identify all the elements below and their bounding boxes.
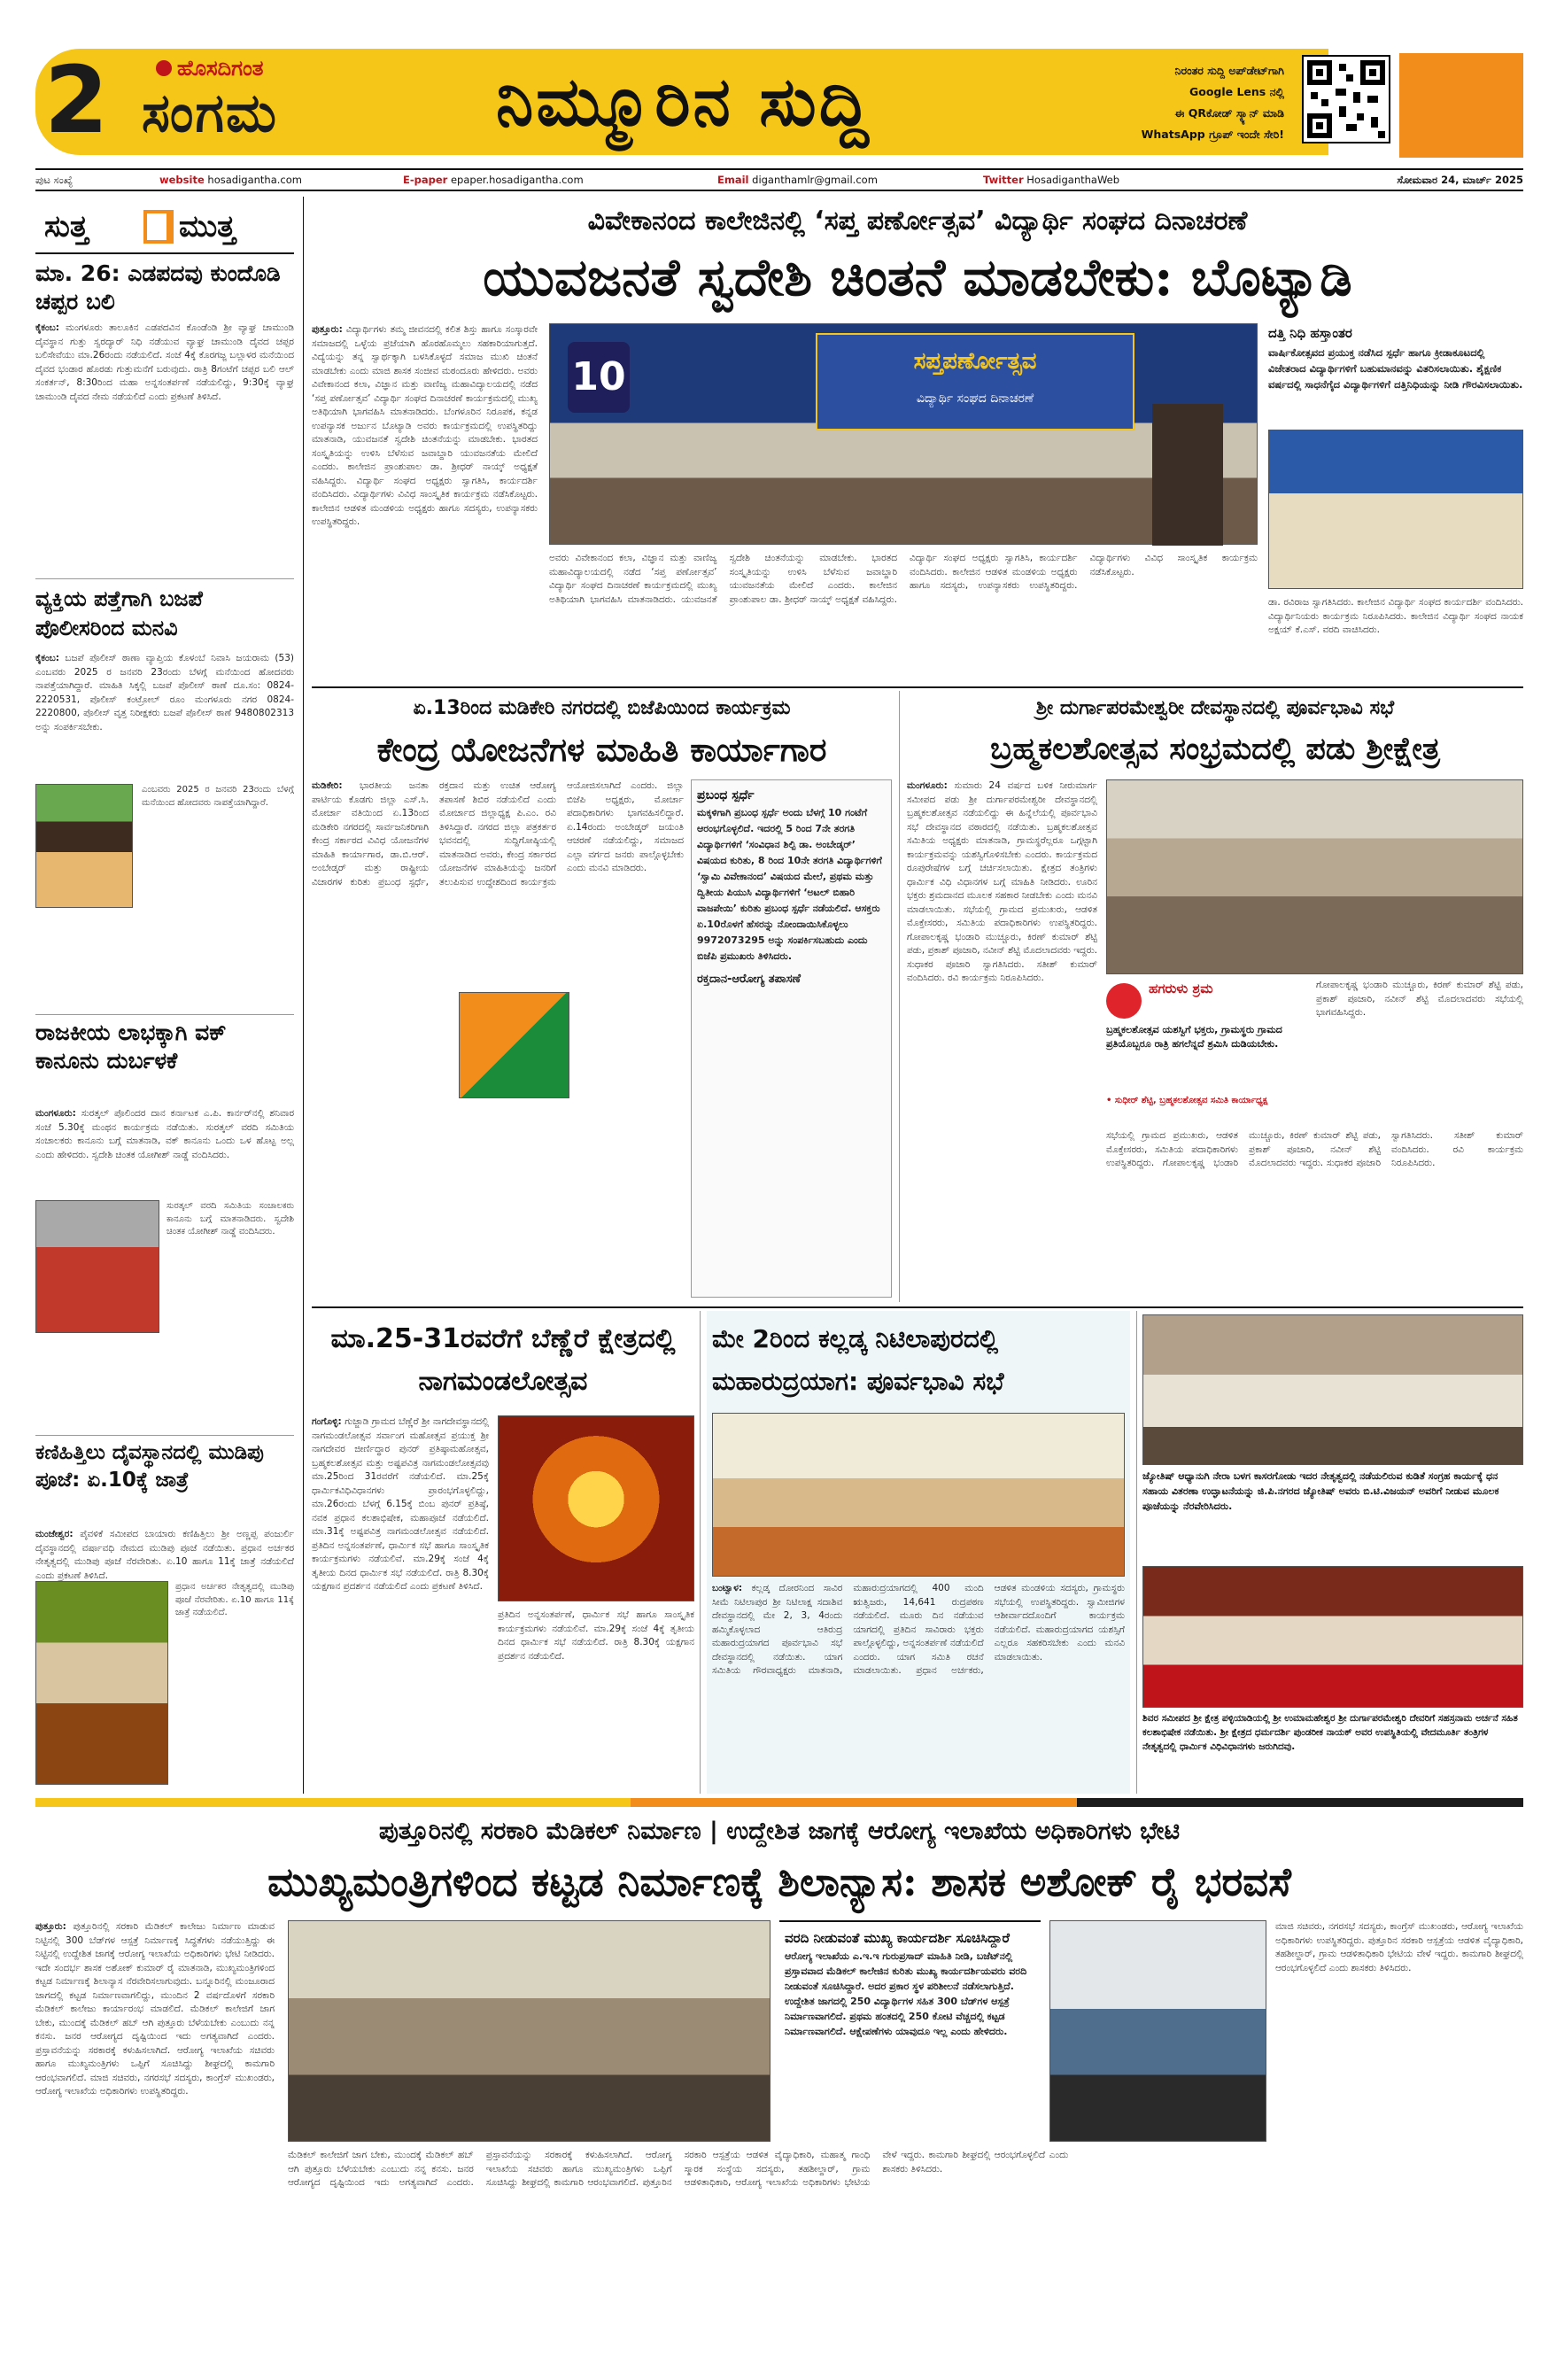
sidebar-divider	[35, 1014, 294, 1015]
sidebar-story-head: ಕಣಿಹಿತ್ತಿಲು ದೈವಸ್ಥಾನದಲ್ಲಿ ಮುಡಿಪು ಪೂಜೆ: ಏ.10ಕ್ಕೆ ಜಾತ್ರೆ	[35, 1441, 264, 1492]
dateline: ಮಂಜೇಶ್ವರ:	[35, 1529, 74, 1539]
ritual-photo	[35, 1581, 168, 1785]
sidebox-body: ವಾರ್ಷಿಕೋತ್ಸವದ ಪ್ರಯುಕ್ತ ನಡೆಸಿದ ಸ್ಪರ್ಧೆ ಹಾಗೂ ಕ್ರೀಡಾಕೂಟದಲ್ಲಿ ವಿಜೇತರಾದ ವಿದ್ಯಾರ್ಥಿಗಳಿಗೆ ಬಹುಮಾನವನ್ನು ವಿತರಿಸಲಾಯಿತು. ಶೈಕ್ಷಣಿಕ ವರ್ಷದಲ್ಲಿ ಸಾಧನೆಗೈದ ವಿದ್ಯಾರ್ಥಿಗಳಿಗೆ ದತ್ತಿನಿಧಿಯನ್ನು ನೀಡಿ ಗೌರವಿಸಲಾಯಿತು.	[1268, 346, 1523, 391]
photo-logo-badge: 10	[568, 342, 630, 413]
sidebar-story-4	[35, 1439, 294, 1794]
quote-icon	[1106, 983, 1142, 1019]
site-visit-photo-2	[1049, 1920, 1266, 2142]
column-divider	[303, 197, 304, 1794]
lead-body-cont: ಅವರು ವಿವೇಕಾನಂದ ಕಲಾ, ವಿಜ್ಞಾನ ಮತ್ತು ವಾಣಿಜ್ಯ ಮಹಾವಿದ್ಯಾಲಯದಲ್ಲಿ ನಡೆದ ‘ಸಪ್ತ ಪರ್ಣೋತ್ಸವ’ ವಿದ್ಯಾರ್ಥಿ ಸಂಘದ ದಿನಾಚರಣೆ ಕಾರ್ಯಕ್ರಮದಲ್ಲಿ ಮುಖ್ಯ ಅತಿಥಿಯಾಗಿ ಭಾಗವಹಿಸಿ ಮಾತನಾಡಿದರು. ಯುವಜನತೆ ಸ್ವದೇಶಿ ಚಿಂತನೆಯನ್ನು ಮಾಡಬೇಕು. ಭಾರತದ ಸಂಸ್ಕೃತಿಯನ್ನು ಉಳಿಸಿ ಬೆಳೆಸುವ ಜವಾಬ್ದಾರಿ ಯುವಜನತೆಯ ಮೇಲಿದೆ ಎಂದರು. ಕಾಲೇಜಿನ ಪ್ರಾಂಶುಪಾಲ ಡಾ. ಶ್ರೀಧರ್ ನಾಯ್ಕ್ ಅಧ್ಯಕ್ಷತೆ ವಹಿಸಿದ್ದರು. ವಿದ್ಯಾರ್ಥಿ ಸಂಘದ ಅಧ್ಯಕ್ಷರು ಸ್ವಾಗತಿಸಿ, ಕಾರ್ಯದರ್ಶಿ ವಂದಿಸಿದರು. ಕಾಲೇಜಿನ ಆಡಳಿತ ಮಂಡಳಿಯ ಅಧ್ಯಕ್ಷರು ಹಾಗೂ ಸದಸ್ಯರು, ಉಪನ್ಯಾಸಕರು ಉಪಸ್ಥಿತರಿದ್ದರು. ವಿದ್ಯಾರ್ಥಿಗಳು ವಿವಿಧ ಸಾಂಸ್ಕೃತಿಕ ಕಾರ್ಯಕ್ರಮ ನಡೆಸಿಕೊಟ್ಟರು.	[549, 553, 1258, 605]
story-kicker: ಪುತ್ತೂರಿನಲ್ಲಿ ಸರಕಾರಿ ಮೆಡಿಕಲ್ ನಿರ್ಮಾಣ | ಉದ್ದೇಶಿತ ಜಾಗಕ್ಕೆ ಆರೋಗ್ಯ ಇಲಾಖೆಯ ಅಧಿಕಾರಿಗಳು ಭೇಟಿ	[378, 1818, 1181, 1845]
email-link[interactable]: diganthamlr@gmail.com	[752, 174, 878, 186]
story-padu	[907, 691, 1523, 1302]
photo-podium	[1152, 404, 1223, 546]
sidebar-title	[35, 206, 294, 249]
masthead-orange-block	[1399, 53, 1523, 158]
sidebar-divider	[35, 1435, 294, 1436]
story-body	[312, 1415, 489, 1787]
brand-logo-dot	[156, 60, 172, 76]
meeting-photo	[712, 1413, 1125, 1577]
dateline: ಪುತ್ತೂರು:	[312, 324, 343, 335]
photo-stack	[1142, 1311, 1523, 1794]
sidebox-head: ದತ್ತಿ ನಿಧಿ ಹಸ್ತಾಂತರ	[1268, 325, 1352, 341]
story-text: ಭಾರತೀಯ ಜನತಾ ಪಾರ್ಟಿಯ ಕೊಡಗು ಜಿಲ್ಲಾ ಎಸ್.ಸಿ. ಮೋರ್ಚಾ ವತಿಯಿಂದ ಏ.13ರಿಂದ ಮಡಿಕೇರಿ ನಗರದಲ್ಲಿ ಸಾರ್ವಜನಿಕರಿಗಾಗಿ ಕೇಂದ್ರ ಸರ್ಕಾರದ ವಿವಿಧ ಯೋಜನೆಗಳ ಮಾಹಿತಿ ಕಾರ್ಯಾಗಾರ, ಡಾ.ಬಿ.ಆರ್. ಅಂಬೇಡ್ಕರ್ ಮತ್ತು ರಾಷ್ಟ್ರೀಯ ವಿಚಾರಗಳ ಕುರಿತು ಪ್ರಬಂಧ ಸ್ಪರ್ಧೆ, ರಕ್ತದಾನ ಮತ್ತು ಉಚಿತ ಆರೋಗ್ಯ ತಪಾಸಣೆ ಶಿಬಿರ ನಡೆಯಲಿದೆ ಎಂದು ಮೋರ್ಚಾದ ಜಿಲ್ಲಾಧ್ಯಕ್ಷ ಪಿ.ಎಂ. ರವಿ ತಿಳಿಸಿದ್ದಾರೆ. ನಗರದ ಜಿಲ್ಲಾ ಪತ್ರಕರ್ತರ ಭವನದಲ್ಲಿ ಸುದ್ದಿಗೋಷ್ಠಿಯಲ್ಲಿ ಮಾತನಾಡಿದ ಅವರು, ಕೇಂದ್ರ ಸರ್ಕಾರದ ಯೋಜನೆಗಳ ಮಾಹಿತಿಯನ್ನು ಜನರಿಗೆ ತಲುಪಿಸುವ ಉದ್ದೇಶದಿಂದ ಕಾರ್ಯಕ್ರಮ ಆಯೋಜಿಸಲಾಗಿದೆ ಎಂದರು. ಜಿಲ್ಲಾ ಬಿಜೆಪಿ ಅಧ್ಯಕ್ಷರು, ಮೋರ್ಚಾ ಪದಾಧಿಕಾರಿಗಳು ಭಾಗವಹಿಸಲಿದ್ದಾರೆ. ಏ.14ರಂದು ಅಂಬೇಡ್ಕರ್ ಜಯಂತಿ ಆಚರಣೆ ನಡೆಯಲಿದ್ದು, ಸಮಾಜದ ಎಲ್ಲಾ ವರ್ಗದ ಜನರು ಪಾಲ್ಗೊಳ್ಳಬೇಕು ಎಂದು ಮನವಿ ಮಾಡಿದರು.	[312, 780, 684, 888]
story-kendra	[312, 691, 892, 1302]
banner-sub: ವಿದ್ಯಾರ್ಥಿ ಸಂಘದ ದಿನಾಚರಣೆ	[916, 391, 1034, 406]
speaker-photo	[35, 1200, 159, 1333]
report-box	[779, 1920, 1041, 2142]
story-headline: ಮಾ.25-31ರವರೆಗೆ ಬೆಣ್ಣೆರೆ ಕ್ಷೇತ್ರದಲ್ಲಿ ನಾಗಮಂಡಲೋತ್ಸವ	[330, 1323, 676, 1397]
missing-person-photo	[35, 784, 133, 908]
story-text: ಪುತ್ತೂರಿನಲ್ಲಿ ಸರಕಾರಿ ಮೆಡಿಕಲ್ ಕಾಲೇಜು ನಿರ್ಮಾಣ ಮಾಡುವ ನಿಟ್ಟಿನಲ್ಲಿ 300 ಬೆಡ್‌ಗಳ ಆಸ್ಪತ್ರೆ ನಿರ್ಮಾಣಕ್ಕೆ ಸಿದ್ಧತೆಗಳು ನಡೆಯುತ್ತಿದ್ದು ಈ ನಿಟ್ಟಿನಲ್ಲಿ ಉದ್ದೇಶಿತ ಜಾಗಕ್ಕೆ ಆರೋಗ್ಯ ಇಲಾಖೆಯ ಅಧಿಕಾರಿಗಳು ಭೇಟಿ ನೀಡಿದರು. ಇದೇ ಸಂದರ್ಭ ಶಾಸಕ ಅಶೋಕ್ ಕುಮಾರ್ ರೈ ಮಾತನಾಡಿ, ಮುಖ್ಯಮಂತ್ರಿಗಳಿಂದ ಕಟ್ಟಡ ನಿರ್ಮಾಣಕ್ಕೆ ಶಿಲಾನ್ಯಾಸ ನೆರವೇರಿಸಲಾಗುವುದು. ಬನ್ನೂರಿನಲ್ಲಿ ಮಂಜೂರಾದ ಜಾಗದಲ್ಲಿ ಕಟ್ಟಡ ನಿರ್ಮಾಣವಾಗಲಿದ್ದು, ಮುಂದಿನ 2 ವರ್ಷದೊಳಗೆ ಸರಕಾರಿ ಮೆಡಿಕಲ್ ಕಾಲೇಜು ಕಾರ್ಯಾರಂಭ ಮಾಡಲಿದೆ. ಮೆಡಿಕಲ್ ಕಾಲೇಜಿಗೆ ಜಾಗ ಬೇಕು, ಮುಂದಕ್ಕೆ ಮೆಡಿಕಲ್ ಹಬ್ ಆಗಿ ಪುತ್ತೂರು ಬೆಳೆಯಬೇಕು ಎಂಬುದು ನನ್ನ ಕನಸು. ಜನರ ಆರೋಗ್ಯದ ದೃಷ್ಟಿಯಿಂದ ಇದು ಅಗತ್ಯವಾಗಿದೆ ಎಂದರು. ಪ್ರಸ್ತಾವನೆಯನ್ನು ಸರಕಾರಕ್ಕೆ ಕಳುಹಿಸಲಾಗಿದೆ. ಆರೋಗ್ಯ ಇಲಾಖೆಯ ಸಚಿವರು ಹಾಗೂ ಮುಖ್ಯಮಂತ್ರಿಗಳು ಒಪ್ಪಿಗೆ ಸೂಚಿಸಿದ್ದು ಶೀಘ್ರದಲ್ಲಿ ಕಾಮಗಾರಿ ಆರಂಭವಾಗಲಿದೆ. ಮಾಜಿ ಸಚಿವರು, ನಗರಸಭೆ ಸದಸ್ಯರು, ಕಾಂಗ್ರೆಸ್ ಮುಖಂಡರು, ಆರೋಗ್ಯ ಇಲಾಖೆಯ ಅಧಿಕಾರಿಗಳು ಉಪಸ್ಥಿತರಿದ್ದರು.	[35, 1921, 275, 2097]
twitter-link[interactable]: HosadiganthaWeb	[1026, 174, 1120, 186]
page-number: 2	[44, 46, 109, 154]
sidebar-story-head: ವ್ಯಕ್ತಿಯ ಪತ್ತೆಗಾಗಿ ಬಜಪೆ ಪೊಲೀಸರಿಂದ ಮನವಿ	[35, 586, 203, 640]
essay-box	[691, 779, 892, 1298]
dateline: ಪುತ್ತೂರು:	[35, 1921, 66, 1932]
qr-text-line: ನಿರಂತರ ಸುದ್ದಿ ಅಪ್‌ಡೇಟ್‌ಗಾಗಿ	[1174, 64, 1284, 77]
story-text: ಗುಜ್ಜಾಡಿ ಗ್ರಾಮದ ಬೆಣ್ಣೆರೆ ಶ್ರೀ ನಾಗದೇವಸ್ಥಾನದಲ್ಲಿ ನಾಗಮಂಡಲೋತ್ಸವ ಸರ್ವಾಂಗ ಮಹೋತ್ಸವ ಪ್ರಯುಕ್ತ ಶ್ರೀ ನಾಗದೇವರ ಜೀರ್ಣಿದ್ಧಾರ ಪುನರ್ ಪ್ರತಿಷ್ಠಾಮಹೋತ್ಸವ, ಬ್ರಹ್ಮಕಲಶೋತ್ಸವ ಮತ್ತು ಅಷ್ಟಪವಿತ್ರ ನಾಗಮಂಡಲೋತ್ಸವವು ಮಾ.25ರಿಂದ 31ರವರೆಗೆ ನಡೆಯಲಿದೆ. ಮಾ.25ಕ್ಕೆ ಧಾರ್ಮಿಕವಿಧಿವಿಧಾನಗಳು ಪ್ರಾರಂಭಗೊಳ್ಳಲಿದ್ದು, ಮಾ.26ರಂದು ಬೆಳಗ್ಗೆ 6.15ಕ್ಕೆ ಬಿಂಬ ಪುನರ್ ಪ್ರತಿಷ್ಠೆ, ನವಕ ಪ್ರಧಾನ ಕಲಶಾಭಿಷೇಕ, ಮಹಾಪೂಜೆ ನಡೆಯಲಿದೆ. ಮಾ.31ಕ್ಕೆ ಅಷ್ಟಪವಿತ್ರ ನಾಗಮಂಡಲೋತ್ಸವ ನಡೆಯಲಿದೆ. ಪ್ರತಿದಿನ ಅನ್ನಸಂತರ್ಪಣೆ, ಧಾರ್ಮಿಕ ಸಭೆ ಹಾಗೂ ಸಾಂಸ್ಕೃತಿಕ ಕಾರ್ಯಕ್ರಮಗಳು ನಡೆಯಲಿವೆ. ಮಾ.29ಕ್ಕೆ ಸಂಜೆ 4ಕ್ಕೆ ತೃತೀಯ ದಿನದ ಧಾರ್ಮಿಕ ಸಭೆ ನಡೆಯಲಿದೆ. ರಾತ್ರಿ 8.30ಕ್ಕೆ ಯಕ್ಷಗಾನ ಪ್ರದರ್ಶನ ನಡೆಯಲಿದೆ ಎಂದು ಪ್ರಕಟಣೆ ತಿಳಿಸಿದೆ.	[312, 1416, 490, 1592]
info-pages: ಪುಟ ಸಂಖ್ಯೆ	[35, 174, 74, 186]
box-body: ಆರೋಗ್ಯ ಇಲಾಖೆಯ ಎ.ಇ.ಇ ಗುರುಪ್ರಸಾದ್ ಮಾಹಿತಿ ನೀಡಿ, ಬಜೆಟ್‌ನಲ್ಲಿ ಪ್ರಸ್ತಾವವಾದ ಮೆಡಿಕಲ್ ಕಾಲೇಜಿನ ಕುರಿತು ಮುಖ್ಯ ಕಾರ್ಯದರ್ಶಿಯವರು ವರದಿ ನೀಡುವಂತೆ ಸೂಚಿಸಿದ್ದಾರೆ. ಅದರ ಪ್ರಕಾರ ಸ್ಥಳ ಪರಿಶೀಲನೆ ನಡೆಸಲಾಗುತ್ತಿದೆ. ಉದ್ದೇಶಿತ ಜಾಗದಲ್ಲಿ 250 ವಿದ್ಯಾರ್ಥಿಗಳ ಸಹಿತ 300 ಬೆಡ್‌ಗಳ ಆಸ್ಪತ್ರೆ ನಿರ್ಮಾಣವಾಗಲಿದೆ. ಪ್ರಥಮ ಹಂತದಲ್ಲಿ 250 ಕೋಟಿ ವೆಚ್ಚದಲ್ಲಿ ಕಟ್ಟಡ ನಿರ್ಮಾಣವಾಗಲಿದೆ. ಆಕ್ಷೇಪಣೆಗಳು ಯಾವುದೂ ಇಲ್ಲ ಎಂದು ಹೇಳಿದರು.	[785, 1950, 1027, 2037]
sidebar-story-body	[35, 652, 294, 776]
box-subhead: ರಕ್ತದಾನ-ಆರೋಗ್ಯ ತಪಾಸಣೆ	[697, 973, 801, 986]
banner-title: ಸಪ್ತಪರ್ಣೋತ್ಸವ	[913, 348, 1037, 375]
sidebar-divider	[35, 578, 294, 579]
website-link[interactable]: hosadigantha.com	[207, 174, 302, 186]
story-body	[35, 1920, 275, 2372]
bjp-flag-photo	[459, 992, 569, 1098]
caption-shiva: ಶಿವರ ಸಮೀಪದ ಶ್ರೀ ಕ್ಷೇತ್ರ ಪಳ್ಳಿಯಾಡಿಯಲ್ಲಿ ಶ್ರೀ ಉಮಾಮಹೇಶ್ವರ ಶ್ರೀ ದುರ್ಗಾಪರಮೇಶ್ವರಿ ದೇವರಿಗೆ ಸಹಸ್ರನಾಮ ಅರ್ಚನೆ ಸಹಿತ ಕಲಶಾಭಿಷೇಕ ನಡೆಯಿತು. ಶ್ರೀ ಕ್ಷೇತ್ರದ ಧರ್ಮದರ್ಶಿ ಪುಂಡರೀಕ ನಾಯಕ್ ಅವರ ಉಪಸ್ಥಿತಿಯಲ್ಲಿ ವೇದಮೂರ್ತಿ ತಂತ್ರಿಗಳ ನೇತೃತ್ವದಲ್ಲಿ ಧಾರ್ಮಿಕ ವಿಧಿವಿಧಾನಗಳು ಜರುಗಿದವು.	[1142, 1713, 1518, 1752]
info-twitter	[983, 170, 1249, 190]
quote-body: ಬ್ರಹ್ಮಕಲಶೋತ್ಸವ ಯಶಸ್ವಿಗೆ ಭಕ್ತರು, ಗ್ರಾಮಸ್ಥರು ಗ್ರಾಮದ ಪ್ರತಿಯೊಬ್ಬರೂ ರಾತ್ರಿ ಹಗಲೆನ್ನದೆ ಶ್ರಮಿಸಿ ದುಡಿಯಬೇಕು.	[1106, 1024, 1282, 1050]
story-body-cont: ಸಭೆಯಲ್ಲಿ ಗ್ರಾಮದ ಪ್ರಮುಖರು, ಆಡಳಿತ ಮೊಕ್ತೇಸರರು, ಸಮಿತಿಯ ಪದಾಧಿಕಾರಿಗಳು ಉಪಸ್ಥಿತರಿದ್ದರು. ಗೋಪಾಲಕೃಷ್ಣ ಭಂಡಾರಿ ಮುಚ್ಚೂರು, ಕಿರಣ್ ಕುಮಾರ್ ಶೆಟ್ಟಿ ಪಡು, ಪ್ರಕಾಶ್ ಪೂಜಾರಿ, ನವೀನ್ ಶೆಟ್ಟಿ ಮೊದಲಾದವರು ಇದ್ದರು. ಸುಧಾಕರ ಪೂಜಾರಿ ಸ್ವಾಗತಿಸಿದರು. ಸತೀಶ್ ಕುಮಾರ್ ವಂದಿಸಿದರು. ರವಿ ಕಾರ್ಯಕ್ರಮ ನಿರೂಪಿಸಿದರು.	[1106, 1130, 1523, 1168]
lead-headline: ಯುವಜನತೆ ಸ್ವದೇಶಿ ಚಿಂತನೆ ಮಾಡಬೇಕು: ಬೊಟ್ಯಾಡಿ	[483, 247, 1352, 307]
dateline: ಕೈಕಂಬ:	[35, 322, 59, 333]
lead-sidebox	[1268, 323, 1523, 678]
temple-ritual-photo	[1142, 1566, 1523, 1708]
qr-text-line: WhatsApp ಗ್ರೂಪ್ ಇಂದೇ ಸೇರಿ!	[1141, 128, 1284, 141]
dateline: ಗಂಗೊಳ್ಳಿ:	[312, 1416, 342, 1427]
sidebar-title-right: ಮುತ್ತ	[179, 209, 236, 244]
dateline: ಮಡಿಕೇರಿ:	[312, 780, 343, 791]
column-divider	[700, 1311, 701, 1794]
story-text: ಸುರತ್ಕಲ್ ಪೊಲಿಂದರ ದಾನ ಕರ್ನಾಟಕ ಎ.ಪಿ. ಕಾರ್ನರ್‌ನಲ್ಲಿ ಶನಿವಾರ ಸಂಜೆ 5.30ಕ್ಕೆ ಮಂಥನ ಕಾರ್ಯಕ್ರಮ ನಡೆಯಿತು. ಸುರತ್ಕಲ್ ವರದಿ ಸಮಿತಿಯ ಸಂಚಾಲಕರು ಕಾನೂನು ಬಗ್ಗೆ ಮಾತನಾಡಿ, ವಕ್ ಕಾನೂನು ಒಂದು ಒಳ ಹೊಟ್ಟ ಅಲ್ಲ ಎಂದು ಹೇಳಿದರು. ಸ್ವದೇಶಿ ಚಿಂತಕ ಯೋಗೀಶ್ ನಾಡ್ಡೆ ವಂದಿಸಿದರು.	[35, 1108, 294, 1160]
brand-small: ಹೊಸದಿಗಂತ	[177, 56, 264, 81]
story-maharudra	[707, 1311, 1130, 1794]
site-visit-photo-1	[288, 1920, 770, 2142]
story-kicker: ಏ.13ರಿಂದ ಮಡಿಕೇರಿ ನಗರದಲ್ಲಿ ಬಿಜೆಪಿಯಿಂದ ಕಾರ್ಯಕ್ರಮ	[413, 697, 791, 719]
dateline: ಮಂಗಳೂರು:	[35, 1108, 76, 1119]
sidebar-story-body-cont: ಪ್ರಧಾನ ಅರ್ಚಕರ ನೇತೃತ್ವದಲ್ಲಿ ಮುಡಿಪು ಪೂಜೆ ನೆರವೇರಿತು. ಏ.10 ಹಾಗೂ 11ಕ್ಕೆ ಜಾತ್ರೆ ನಡೆಯಲಿದೆ.	[175, 1582, 294, 1617]
qr-promo-text	[1045, 60, 1284, 149]
story-text: ವಿದ್ಯಾರ್ಥಿಗಳು ತಮ್ಮ ಜೀವನದಲ್ಲಿ ಕಲಿತ ಶಿಸ್ತು ಹಾಗೂ ಸಂಸ್ಕಾರವೇ ಸಮಾಜದಲ್ಲಿ ಒಳ್ಳೆಯ ಪ್ರಜೆಯಾಗಿ ಹೊರಹೊಮ್ಮಲು ಸಹಕಾರಿಯಾಗುತ್ತದೆ. ವಿದ್ಯೆಯನ್ನು ತನ್ನ ಸ್ವಾರ್ಥಕ್ಕಾಗಿ ಬಳಸಿಕೊಳ್ಳದೆ ಸಮಾಜ ಮುಖಿ ಚಿಂತನೆ ಮಾಡಬೇಕು ಎಂದು ಮಾಜಿ ಶಾಸಕ ಸಂಜೀವ ಮಠಂದೂರು ಹೇಳಿದರು. ಅವರು ವಿವೇಕಾನಂದ ಕಲಾ, ವಿಜ್ಞಾನ ಮತ್ತು ವಾಣಿಜ್ಯ ಮಹಾವಿದ್ಯಾಲಯದಲ್ಲಿ ನಡೆದ ‘ಸಪ್ತ ಪರ್ಣೋತ್ಸವ’ ವಿದ್ಯಾರ್ಥಿ ಸಂಘದ ದಿನಾಚರಣೆ ಕಾರ್ಯಕ್ರಮದಲ್ಲಿ ಮುಖ್ಯ ಅತಿಥಿಯಾಗಿ ಭಾಗವಹಿಸಿ ಮಾತನಾಡಿದರು. ಬೆಂಗಳೂರಿನ ನಿರೂಪಕ, ಕನ್ನಡ ಉಪನ್ಯಾಸಕ ಅರ್ಜುನ ಬೊಟ್ಯಾಡಿ ಅವರು ಕಾರ್ಯಕ್ರಮದಲ್ಲಿ ಉಪಸ್ಥಿತರಿದ್ದು ಮಾತನಾಡಿ, ಯುವಜನತೆ ಸ್ವದೇಶಿ ಚಿಂತನೆಯನ್ನು ಮಾಡಬೇಕು. ಭಾರತದ ಸಂಸ್ಕೃತಿಯನ್ನು ಉಳಿಸಿ ಬೆಳೆಸುವ ಜವಾಬ್ದಾರಿ ಯುವಜನತೆಯ ಮೇಲಿದೆ ಎಂದರು. ಕಾಲೇಜಿನ ಪ್ರಾಂಶುಪಾಲ ಡಾ. ಶ್ರೀಧರ್ ನಾಯ್ಕ್ ಅಧ್ಯಕ್ಷತೆ ವಹಿಸಿದ್ದರು. ವಿದ್ಯಾರ್ಥಿ ಸಂಘದ ಅಧ್ಯಕ್ಷರು ಸ್ವಾಗತಿಸಿ, ಕಾರ್ಯದರ್ಶಿ ವಂದಿಸಿದರು. ವಿದ್ಯಾರ್ಥಿಗಳು ವಿವಿಧ ಸಾಂಸ್ಕೃತಿಕ ಕಾರ್ಯಕ್ರಮ ನಡೆಸಿಕೊಟ್ಟರು. ಕಾಲೇಜಿನ ಆಡಳಿತ ಮಂಡಳಿಯ ಅಧ್ಯಕ್ಷರು ಹಾಗೂ ಸದಸ್ಯರು, ಉಪನ್ಯಾಸಕರು ಉಪಸ್ಥಿತರಿದ್ದರು.	[312, 324, 538, 527]
quote-signature: • ಸುಧೀರ್ ಶೆಟ್ಟಿ, ಬ್ರಹ್ಮಕಲಶೋತ್ಸವ ಸಮಿತಿ ಕಾರ್ಯಾಧ್ಯಕ್ಷ	[1106, 1096, 1268, 1105]
story-body-cont: ಮೆಡಿಕಲ್ ಕಾಲೇಜಿಗೆ ಜಾಗ ಬೇಕು, ಮುಂದಕ್ಕೆ ಮೆಡಿಕಲ್ ಹಬ್ ಆಗಿ ಪುತ್ತೂರು ಬೆಳೆಯಬೇಕು ಎಂಬುದು ನನ್ನ ಕನಸು. ಜನರ ಆರೋಗ್ಯದ ದೃಷ್ಟಿಯಿಂದ ಇದು ಅಗತ್ಯವಾಗಿದೆ ಎಂದರು. ಪ್ರಸ್ತಾವನೆಯನ್ನು ಸರಕಾರಕ್ಕೆ ಕಳುಹಿಸಲಾಗಿದೆ. ಆರೋಗ್ಯ ಇಲಾಖೆಯ ಸಚಿವರು ಹಾಗೂ ಮುಖ್ಯಮಂತ್ರಿಗಳು ಒಪ್ಪಿಗೆ ಸೂಚಿಸಿದ್ದು ಶೀಘ್ರದಲ್ಲಿ ಕಾಮಗಾರಿ ಆರಂಭವಾಗಲಿದೆ. ಪುತ್ತೂರಿನ ಸರಕಾರಿ ಆಸ್ಪತ್ರೆಯ ಆಡಳಿತ ವೈದ್ಯಾಧಿಕಾರಿ, ಮಹಾತ್ಮ ಗಾಂಧಿ ಸ್ಮಾರಕ ಸಂಸ್ಥೆಯ ಸದಸ್ಯರು, ತಹಶೀಲ್ದಾರ್, ಗ್ರಾಮ ಆಡಳಿತಾಧಿಕಾರಿ, ಆರೋಗ್ಯ ಇಲಾಖೆಯ ಅಧಿಕಾರಿಗಳು ಭೇಟಿಯ ವೇಳೆ ಇದ್ದರು. ಕಾಮಗಾರಿ ಶೀಘ್ರದಲ್ಲಿ ಆರಂಭಗೊಳ್ಳಲಿದೆ ಎಂದು ಶಾಸಕರು ತಿಳಿಸಿದರು.	[288, 2150, 1069, 2188]
qr-code-icon[interactable]	[1302, 55, 1390, 143]
column-divider	[899, 691, 900, 1302]
story-text: ಬಜಪೆ ಪೊಲೀಸ್ ಠಾಣಾ ವ್ಯಾಪ್ತಿಯ ಕೊಳಂಬೆ ನಿವಾಸಿ ಜಯರಾಮ (53) ಎಂಬವರು 2025 ರ ಜನವರಿ 23ರಂದು ಬೆಳಗ್ಗೆ ಮನೆಯಿಂದ ಹೋದವರು ನಾಪತ್ತೆಯಾಗಿದ್ದಾರೆ. ಮಾಹಿತಿ ಸಿಕ್ಕಲ್ಲಿ ಬಜಪೆ ಪೊಲೀಸ್ ಠಾಣೆ ದೂ.ಸಂ: 0824-2220531, ಪೊಲೀಸ್ ಕಂಟ್ರೋಲ್ ರೂಂ ಮಂಗಳೂರು ನಗರ 0824-2220800, ಪೊಲೀಸ್ ವೃತ್ತ ನಿರೀಕ್ಷಕರು ಬಜಪೆ ಪೊಲೀಸ್ ಠಾಣೆ 9480802313 ಅನ್ನು ಸಂಪರ್ಕಿಸಬೇಕು.	[35, 653, 294, 733]
sidebar-title-left: ಸುತ್ತ	[44, 209, 89, 244]
brand-big: ಸಂಗಮ	[142, 82, 278, 144]
dateline: ಮಂಗಳೂರು:	[907, 780, 948, 791]
lead-kicker: ವಿವೇಕಾನಂದ ಕಾಲೇಜಿನಲ್ಲಿ ‘ಸಪ್ತ ಪರ್ಣೋತ್ಸವ’ ವಿದ್ಯಾರ್ಥಿ ಸಂಘದ ದಿನಾಚರಣೆ	[587, 205, 1248, 236]
award-photo	[1268, 430, 1523, 589]
story-text: ಪೈವಳಿಕೆ ಸಮೀಪದ ಬಾಯಾರು ಕಣಿಹಿತ್ತಿಲು ಶ್ರೀ ಅಣ್ಣಪ್ಪ ಪಂಜುರ್ಲಿ ದೈವಸ್ಥಾನದಲ್ಲಿ ವರ್ಷಾವಧಿ ನೇಮದ ಮುಡಿಪು ಪೂಜೆ ನಡೆಯಿತು. ಪ್ರಧಾನ ಅರ್ಚಕರ ನೇತೃತ್ವದಲ್ಲಿ ಮುಡಿಪು ಪೂಜೆ ನೆರವೇರಿತು. ಏ.10 ಹಾಗೂ 11ಕ್ಕೆ ಜಾತ್ರೆ ನಡೆಯಲಿದೆ ಎಂದು ಪ್ರಕಟಣೆ ತಿಳಿಸಿದೆ.	[35, 1529, 294, 1581]
box-head: ವರದಿ ನೀಡುವಂತೆ ಮುಖ್ಯ ಕಾರ್ಯದರ್ಶಿ ಸೂಚಿಸಿದ್ದಾರೆ	[785, 1930, 1011, 1946]
info-bar	[35, 168, 1523, 191]
box-body: ಮಕ್ಕಳಿಗಾಗಿ ಪ್ರಬಂಧ ಸ್ಪರ್ಧೆ ಅಂದು ಬೆಳಗ್ಗೆ 10 ಗಂಟೆಗೆ ಆರಂಭಗೊಳ್ಳಲಿದೆ. ಇದರಲ್ಲಿ 5 ರಿಂದ 7ನೇ ತರಗತಿ ವಿದ್ಯಾರ್ಥಿಗಳಿಗೆ ‘ಸಂವಿಧಾನ ಶಿಲ್ಪಿ ಡಾ. ಅಂಬೇಡ್ಕರ್’ ವಿಷಯದ ಕುರಿತು, 8 ರಿಂದ 10ನೇ ತರಗತಿ ವಿದ್ಯಾರ್ಥಿಗಳಿಗೆ ‘ಸ್ವಾಮಿ ವಿವೇಕಾನಂದ’ ವಿಷಯದ ಮೇಲೆ, ಪ್ರಥಮ ಮತ್ತು ದ್ವಿತೀಯ ಪಿಯುಸಿ ವಿದ್ಯಾರ್ಥಿಗಳಿಗೆ ‘ಅಟಲ್ ಬಿಹಾರಿ ವಾಜಪೇಯಿ’ ಕುರಿತು ಪ್ರಬಂಧ ಸ್ಪರ್ಧೆ ನಡೆಯಲಿದೆ. ಆಸಕ್ತರು ಏ.10ರೊಳಗೆ ಹೆಸರನ್ನು ನೋಂದಾಯಿಸಿಕೊಳ್ಳಲು 9972073295 ಅನ್ನು ಸಂಪರ್ಕಿಸಬಹುದು ಎಂದು ಬಿಜೆಪಿ ಪ್ರಮುಖರು ತಿಳಿಸಿದರು.	[697, 807, 882, 962]
story-text: ಮಂಗಳೂರು ತಾಲೂಕಿನ ಎಡಪದವಿನ ಕೊಂಡೆಂಡಿ ಶ್ರೀ ವ್ಯಾಘ್ರ ಚಾಮುಂಡಿ ದೈವಸ್ಥಾನ ಗುತ್ತು ಸ್ವರದ್ಯಾರ್ ನಿಧಿ ನಡೆಯುವ ವ್ಯಾಘ್ರ ಚಾಮುಂಡಿ ದೈವದ ಚಪ್ಪರ ಬಲಿಸೇವೆಯು ಮಾ.26ರಂದು ನಡೆಯಲಿದೆ. ಸಂಜೆ 4ಕ್ಕೆ ಕೊರಗಜ್ಜ ಬಲ್ಲಾಳರ ಮನೆಯಿಂದ ದೈವದ ಭಂಡಾರ ಹೊರಡು ಗುತ್ತುಮನೆಗೆ ಬರುವುದು. ರಾತ್ರಿ 8ಗಂಟೆಗೆ ಚಪ್ಪರ ಬಲಿ ಆಲ್ ಸಂಕರ್ತನ್, 8:30ರಿಂದ ಮಹಾ ಅನ್ನಸಂತರ್ಪಣೆ ನಡೆಯಲಿದ್ದು, 9:30ಕ್ಕೆ ವ್ಯಾಘ್ರ ಚಾಮುಂಡಿ ದೈವದ ನೇಮ ನಡೆಯಲಿದೆ ಎಂದು ಪ್ರಕಟಣೆ ತಿಳಿಸಿದೆ.	[35, 322, 294, 402]
sidebar-story-head: ರಾಜಕೀಯ ಲಾಭಕ್ಕಾಗಿ ವಕ್ ಕಾನೂನು ದುರ್ಬಳಕೆ	[35, 1019, 227, 1074]
qr-text-line: Google Lens ನಲ್ಲಿ	[1189, 85, 1284, 98]
story-headline: ಬ್ರಹ್ಮಕಲಶೋತ್ಸವ ಸಂಭ್ರಮದಲ್ಲಿ ಪಡು ಶ್ರೀಕ್ಷೇತ್ರ	[990, 731, 1440, 767]
email-label: Email	[717, 174, 749, 186]
bottom-stripe	[35, 1798, 1523, 1807]
lead-body	[312, 323, 538, 589]
qr-text-line: ಈ QRಕೋಡ್ ಸ್ಕ್ಯಾನ್ ಮಾಡಿ	[1174, 106, 1284, 120]
lead-photo	[549, 323, 1258, 545]
section-divider	[312, 1306, 1523, 1308]
quote-badge	[1106, 979, 1310, 1125]
quote-head: ಹಗರುಳು ಶ್ರಮ	[1149, 981, 1213, 996]
photo-stage-banner	[816, 333, 1134, 430]
column-divider	[1136, 1311, 1137, 1794]
sidebar-story-body	[35, 322, 294, 570]
sidebar-book-icon	[143, 210, 174, 244]
sidebar-story-body-cont: ಸುರತ್ಕಲ್ ವರದಿ ಸಮಿತಿಯ ಸಂಚಾಲಕರು ಕಾನೂನು ಬಗ್ಗೆ ಮಾತನಾಡಿದರು. ಸ್ವದೇಶಿ ಚಿಂತಕ ಯೋಗೀಶ್ ನಾಡ್ಡೆ ವಂದಿಸಿದರು.	[166, 1201, 294, 1237]
epaper-link[interactable]: epaper.hosadigantha.com	[450, 174, 584, 186]
sidebar-story-body	[35, 1528, 294, 1581]
sidebox-tail: ಡಾ. ರವಿರಾಜ ಸ್ವಾಗತಿಸಿದರು. ಕಾಲೇಜಿನ ವಿದ್ಯಾರ್ಥಿ ಸಂಘದ ಕಾರ್ಯದರ್ಶಿ ವಂದಿಸಿದರು. ವಿದ್ಯಾರ್ಥಿನಿಯರು ಕಾರ್ಯಕ್ರಮ ನಿರೂಪಿಸಿದರು. ಕಾಲೇಜಿನ ವಿದ್ಯಾರ್ಥಿ ಸಂಘದ ನಾಯಕ ಅಕ್ಷಯ್ ಕೆ.ಎಸ್. ವರದಿ ವಾಚಿಸಿದರು.	[1268, 597, 1523, 635]
story-text: ಕಲ್ಲಡ್ಕ ದೋರನಿಂದ ಸಾವಿರ ಸೀಮೆ ನಿಟಿಲಾಪುರ ಶ್ರೀ ನಿಟಿಲಾಕ್ಷ ಸದಾಶಿವ ದೇವಸ್ಥಾನದಲ್ಲಿ ಮೇ 2, 3, 4ರಂದು ಹಮ್ಮಿಕೊಳ್ಳಲಾದ ಆತಿರುದ್ರ ಮಹಾರುದ್ರಯಾಗದ ಪೂರ್ವಭಾವಿ ಸಭೆ ದೇವಸ್ಥಾನದಲ್ಲಿ ನಡೆಯಿತು. ಯಾಗ ಸಮಿತಿಯ ಗೌರವಾಧ್ಯಕ್ಷರು ಮಾತನಾಡಿ, ಮಹಾರುದ್ರಯಾಗದಲ್ಲಿ 400 ಮಂದಿ ಋತ್ವಿಜರು, 14,641 ರುದ್ರಪಠಣ ನಡೆಯಲಿದೆ. ಮೂರು ದಿನ ನಡೆಯುವ ಯಾಗದಲ್ಲಿ ಪ್ರತಿದಿನ ಸಾವಿರಾರು ಭಕ್ತರು ಪಾಲ್ಗೊಳ್ಳಲಿದ್ದು, ಅನ್ನಸಂತರ್ಪಣೆ ನಡೆಯಲಿದೆ ಎಂದರು. ಯಾಗ ಸಮಿತಿ ರಚನೆ ಮಾಡಲಾಯಿತು. ಪ್ರಧಾನ ಅರ್ಚಕರು, ಆಡಳಿತ ಮಂಡಳಿಯ ಸದಸ್ಯರು, ಗ್ರಾಮಸ್ಥರು ಸಭೆಯಲ್ಲಿ ಉಪಸ್ಥಿತರಿದ್ದರು. ಸ್ವಾಮೀಜಿಗಳ ಆಶೀರ್ವಾದದೊಂದಿಗೆ ಕಾರ್ಯಕ್ರಮ ನಡೆಯಲಿದೆ. ಮಹಾರುದ್ರಯಾಗದ ಯಶಸ್ಸಿಗೆ ಎಲ್ಲರೂ ಸಹಕರಿಸಬೇಕು ಎಂದು ಮನವಿ ಮಾಡಲಾಯಿತು.	[712, 1583, 1125, 1676]
story-headline: ಮುಖ್ಯಮಂತ್ರಿಗಳಿಂದ ಕಟ್ಟಡ ನಿರ್ಮಾಣಕ್ಕೆ ಶಿಲಾನ್ಯಾಸ: ಶಾಸಕ ಅಶೋಕ್ ರೈ ಭರವಸೆ	[267, 1858, 1291, 1905]
section-divider	[312, 686, 1523, 688]
story-text-2: ಪುತ್ತೂರಿನ ಸರಕಾರಿ ಆಸ್ಪತ್ರೆಯ ಆಡಳಿತ ವೈದ್ಯಾಧಿಕಾರಿ, ಮಹಾತ್ಮ ಗಾಂಧಿ ಸ್ಮಾರಕ ಸಂಸ್ಥೆಯ ಸದಸ್ಯರು, ತಹಶೀಲ್ದಾರ್, ಗ್ರಾಮ ಆಡಳಿತಾಧಿಕಾರಿ, ಆರೋಗ್ಯ ಇಲಾಖೆಯ ಅಧಿಕಾರಿಗಳು ಭೇಟಿಯ ವೇಳೆ ಇದ್ದರು. ಕಾಮಗಾರಿ ಶೀಘ್ರದಲ್ಲಿ ಆರಂಭಗೊಳ್ಳಲಿದೆ ಎಂದು ಶಾಸಕರು ತಿಳಿಸಿದರು.	[642, 2150, 1069, 2188]
sidebar-story-head: ಮಾ. 26: ಎಡಪದವು ಕುಂದೊಡಿ ಚಪ್ಪರ ಬಲಿ	[35, 260, 281, 314]
meeting-photo	[1106, 779, 1523, 974]
sidebar-story-body-cont: ಎಂಬವರು 2025 ರ ಜನವರಿ 23ರಂದು ಬೆಳಗ್ಗೆ ಮನೆಯಿಂದ ಹೋದವರು ನಾಪತ್ತೆಯಾಗಿದ್ದಾರೆ.	[142, 785, 294, 808]
info-email	[717, 170, 992, 190]
box-head: ಪ್ರಬಂಧ ಸ್ಪರ್ಧೆ	[697, 788, 755, 802]
story-body	[712, 1582, 1125, 1789]
story-naga	[312, 1311, 694, 1794]
naga-idol-photo	[498, 1415, 694, 1601]
info-epaper	[403, 170, 722, 190]
epaper-label: E-paper	[403, 174, 448, 186]
story-body-cont: ಪ್ರತಿದಿನ ಅನ್ನಸಂತರ್ಪಣೆ, ಧಾರ್ಮಿಕ ಸಭೆ ಹಾಗೂ ಸಾಂಸ್ಕೃತಿಕ ಕಾರ್ಯಕ್ರಮಗಳು ನಡೆಯಲಿವೆ. ಮಾ.29ಕ್ಕೆ ಸಂಜೆ 4ಕ್ಕೆ ತೃತೀಯ ದಿನದ ಧಾರ್ಮಿಕ ಸಭೆ ನಡೆಯಲಿದೆ. ರಾತ್ರಿ 8.30ಕ್ಕೆ ಯಕ್ಷಗಾನ ಪ್ರದರ್ಶನ ನಡೆಯಲಿದೆ.	[498, 1609, 694, 1662]
lead-story	[312, 199, 1523, 682]
sidebar-story-body	[35, 1107, 294, 1191]
story-headline: ಕೇಂದ್ರ ಯೋಜನೆಗಳ ಮಾಹಿತಿ ಕಾರ್ಯಾಗಾರ	[376, 730, 827, 769]
story-body	[907, 779, 1097, 1298]
story-body-side: ಗೋಪಾಲಕೃಷ್ಣ ಭಂಡಾರಿ ಮುಚ್ಚೂರು, ಕಿರಣ್ ಕುಮಾರ್ ಶೆಟ್ಟಿ ಪಡು, ಪ್ರಕಾಶ್ ಪೂಜಾರಿ, ನವೀನ್ ಶೆಟ್ಟಿ ಮೊದಲಾದವರು ಸಭೆಯಲ್ಲಿ ಭಾಗವಹಿಸಿದ್ದರು.	[1316, 980, 1523, 1018]
page-section-title: ನಿಮ್ಮೂರಿನ ಸುದ್ದಿ	[496, 62, 871, 141]
info-website	[159, 170, 425, 190]
sidebar-divider	[35, 252, 294, 254]
story-body-right: ಮಾಜಿ ಸಚಿವರು, ನಗರಸಭೆ ಸದಸ್ಯರು, ಕಾಂಗ್ರೆಸ್ ಮುಖಂಡರು, ಆರೋಗ್ಯ ಇಲಾಖೆಯ ಅಧಿಕಾರಿಗಳು ಉಪಸ್ಥಿತರಿದ್ದರು. ಪುತ್ತೂರಿನ ಸರಕಾರಿ ಆಸ್ಪತ್ರೆಯ ಆಡಳಿತ ವೈದ್ಯಾಧಿಕಾರಿ, ತಹಶೀಲ್ದಾರ್, ಗ್ರಾಮ ಆಡಳಿತಾಧಿಕಾರಿ ಭೇಟಿಯ ವೇಳೆ ಇದ್ದರು. ಕಾಮಗಾರಿ ಶೀಘ್ರದಲ್ಲಿ ಆರಂಭಗೊಳ್ಳಲಿದೆ ಎಂದು ಶಾಸಕರು ತಿಳಿಸಿದರು.	[1275, 1921, 1523, 1973]
sidebar-story-3	[35, 1019, 294, 1426]
story-text: ಸುಮಾರು 24 ವರ್ಷದ ಬಳಿಕ ನೀರುಮಾರ್ಗ ಸಮೀಪದ ಪಡು ಶ್ರೀ ದುರ್ಗಾಪರಮೇಶ್ವರೀ ದೇವಸ್ಥಾನದಲ್ಲಿ ಬ್ರಹ್ಮಕಲಶೋತ್ಸವ ನಡೆಯಲಿದ್ದು ಈ ಹಿನ್ನೆಲೆಯಲ್ಲಿ ಪೂರ್ವಭಾವಿ ಸಭೆ ದೇವಸ್ಥಾನದ ವಠಾರದಲ್ಲಿ ನಡೆಯಿತು. ಬ್ರಹ್ಮಕಲಶೋತ್ಸವ ಸಮಿತಿಯ ಅಧ್ಯಕ್ಷರು ಮಾತನಾಡಿ, ಗ್ರಾಮಸ್ಥರೆಲ್ಲರೂ ಒಗ್ಗಟ್ಟಾಗಿ ಕಾರ್ಯಕ್ರಮವನ್ನು ಯಶಸ್ವಿಗೊಳಿಸಬೇಕು ಎಂದರು. ಕಾರ್ಯಕ್ರಮದ ರೂಪುರೇಷೆಗಳ ಬಗ್ಗೆ ಚರ್ಚಿಸಲಾಯಿತು. ಕ್ಷೇತ್ರದ ತಂತ್ರಿಗಳು ಧಾರ್ಮಿಕ ವಿಧಿ ವಿಧಾನಗಳ ಬಗ್ಗೆ ಮಾಹಿತಿ ನೀಡಿದರು. ಊರಿನ ಭಕ್ತರು ಶ್ರಮದಾನದ ಮೂಲಕ ಸಹಕಾರ ನೀಡಬೇಕು ಎಂದು ಮನವಿ ಮಾಡಲಾಯಿತು. ಸಭೆಯಲ್ಲಿ ಗ್ರಾಮದ ಪ್ರಮುಖರು, ಆಡಳಿತ ಮೊಕ್ತೇಸರರು, ಸಮಿತಿಯ ಪದಾಧಿಕಾರಿಗಳು ಉಪಸ್ಥಿತರಿದ್ದರು. ಗೋಪಾಲಕೃಷ್ಣ ಭಂಡಾರಿ ಮುಚ್ಚೂರು, ಕಿರಣ್ ಕುಮಾರ್ ಶೆಟ್ಟಿ ಪಡು, ಪ್ರಕಾಶ್ ಪೂಜಾರಿ, ನವೀನ್ ಶೆಟ್ಟಿ ಮೊದಲಾದವರು ಇದ್ದರು. ಸುಧಾಕರ ಪೂಜಾರಿ ಸ್ವಾಗತಿಸಿದರು. ಸತೀಶ್ ಕುಮಾರ್ ವಂದಿಸಿದರು. ರವಿ ಕಾರ್ಯಕ್ರಮ ನಿರೂಪಿಸಿದರು.	[907, 780, 1097, 983]
sidebar-story-1	[35, 260, 294, 574]
story-bottom	[35, 1810, 1523, 2377]
sidebar	[35, 199, 294, 1794]
story-headline: ಮೇ 2ರಿಂದ ಕಲ್ಲಡ್ಕ ನಿಟಿಲಾಪುರದಲ್ಲಿ ಮಹಾರುದ್ರಯಾಗ: ಪೂರ್ವಭಾವಿ ಸಭೆ	[712, 1324, 1004, 1396]
caption-jyothi: ಜ್ಯೋತಿಷ್ ಆಧ್ಯಾನುಗಿ ನೇರಾ ಬಳಗ ಕಾಸರಗೋಡು ಇದರ ನೇತೃತ್ವದಲ್ಲಿ ನಡೆಯಲಿರುವ ಕುಡಿತೆ ಸಂಗ್ರಹ ಕಾರ್ಯಕ್ಕೆ ಧನ ಸಹಾಯ ವಿತರಣಾ ಉದ್ಘಾಟನೆಯನ್ನು ಜಿ.ಪಿ.ನಗರದ ಜ್ಯೋತಿಷ್ ಅವರು ಬಿ.ಟಿ.ವಿಜಯನ್ ಅವರಿಗೆ ನೀಡುವ ಮೂಲಕ ಪೂಜೆಯನ್ನು ನೆರವೇರಿಸಿದರು.	[1142, 1470, 1499, 1512]
donation-photo	[1142, 1314, 1523, 1465]
twitter-label: Twitter	[983, 174, 1024, 186]
dateline: ಬಂಟ್ವಾಳ:	[712, 1583, 743, 1593]
masthead	[0, 0, 1541, 170]
story-kicker: ಶ್ರೀ ದುರ್ಗಾಪರಮೇಶ್ವರೀ ದೇವಸ್ಥಾನದಲ್ಲಿ ಪೂರ್ವಭಾವಿ ಸಭೆ	[1035, 697, 1395, 719]
info-date: ಸೋಮವಾರ 24, ಮಾರ್ಚ್ 2025	[1397, 174, 1523, 186]
dateline: ಕೈಕಂಬ:	[35, 653, 59, 663]
website-label: website	[159, 174, 205, 186]
